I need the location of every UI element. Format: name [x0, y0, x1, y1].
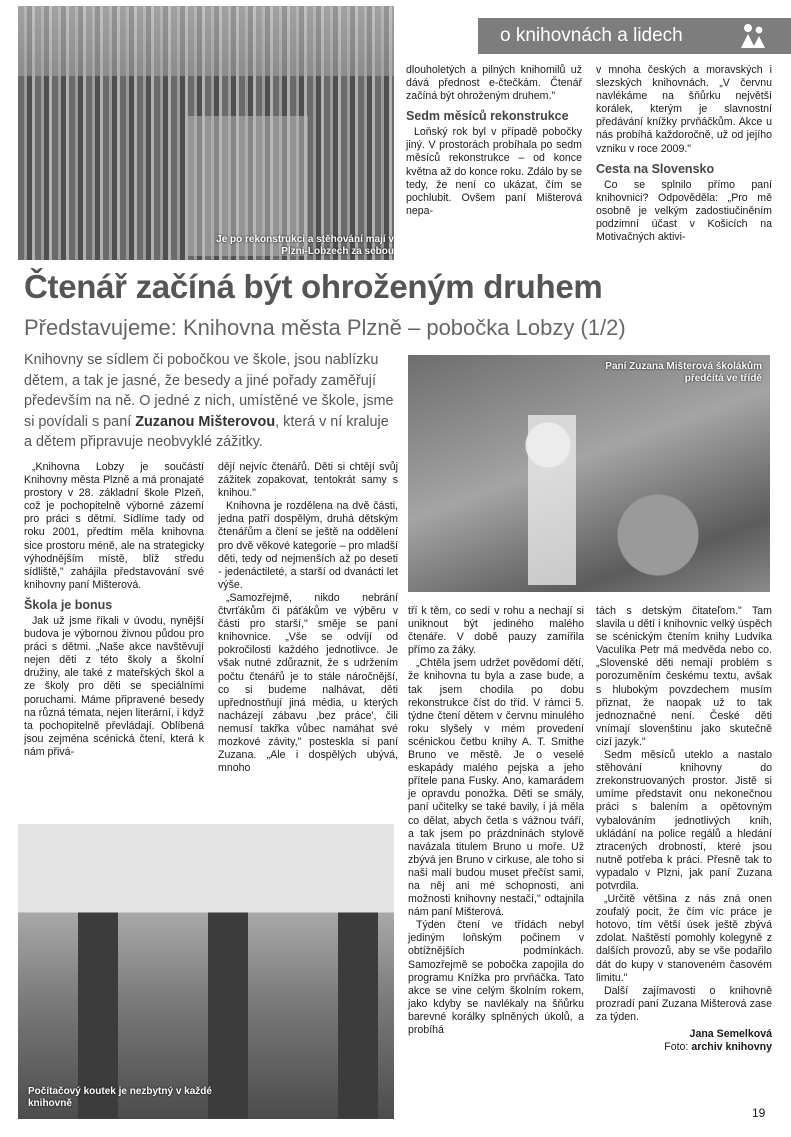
interviewee-name: Zuzanou Mišterovou — [135, 413, 276, 430]
column-4 — [596, 605, 772, 1054]
paragraph: Týden čtení ve třídách nebyl jediným loňským počinem v obtížnějších podmínkách. Samozřejmě se pobočka zapojila do programu Knížka pro prvňáčka. Tato akce se vine celým školním rokem, jako kdyby se navlékaly na šňůrku barevné korálky splněných úkolů, a probíhá — [408, 919, 584, 1036]
paragraph: „Samozřejmě, nikdo nebrání čtvrťákům či páťákům ve výběru v části pro starší," směje se paní knihovnice. „Vše se odvíjí od pokročilosti každého jednotlivce. Je však nutné zdůraznit, že s udržením počtu čtenářů je to stále náročnější, co si budeme nalhávat, děti upřednostňují jiná média, u kterých nacházejí zábavu ,bez práce', čili nemusí takřka vůbec namáhat své mozkové závity," posteskla si paní Zuzana. „Ale i dospělých ubývá, mnoho — [218, 591, 398, 775]
paragraph: dlouholetých a pilných knihomilů už dává přednost e-čtečkám. Čtenář začíná být ohroženým druhem." — [406, 64, 582, 103]
paragraph: Další zajímavosti o knihovně prozradí paní Zuzana Mišterová zase za týden. — [596, 984, 772, 1023]
paragraph: Loňský rok byl v případě pobočky jiný. V prostorách probíhala po sedm měsíců rekonstrukce – od konce května až do konce roku. Zdálo by se tedy, že není co ukázat, čím se pochlubit. Ovšem paní Mišterová nepa- — [406, 126, 582, 217]
paragraph: Jak už jsme říkali v úvodu, nynější budova je výbornou živnou půdou pro práci s dětmi. „Naše akce navštěvují nejen děti z této školy a školní družiny, ale také z mateřských škol a ze školy pro děti se speciálními poruchami. Máme připravené besedy na různá témata, nejen literární, i když ta pochopitelně převládají. Oblíbená jsou zejména scénická čtení, která k nám přivá- — [24, 614, 204, 758]
column-3 — [408, 605, 584, 1037]
article-lead — [24, 350, 398, 453]
paragraph: Knihovna je rozdělena na dvě části, jedna patří dospělým, druhá dětským čtenářům a člení se ještě na oddělení pro dvě věkové kategorie – pro mladší děti, tedy od nejmenších až po deseti - jedenáctileté, a starší od dvanácti let výše. — [218, 500, 398, 591]
page-number: 19 — [752, 1106, 766, 1120]
photo-credit — [596, 1041, 772, 1054]
subheading-reconstruction: Sedm měsíců rekonstrukce — [406, 109, 569, 124]
subheading-slovakia: Cesta na Slovensko — [596, 161, 715, 176]
computers-photo-caption: Počítačový koutek je nezbytný v každé knihovně — [28, 1086, 212, 1109]
article-title: Čtenář začíná být ohroženým druhem — [24, 268, 603, 305]
section-header — [478, 18, 791, 54]
column-1 — [24, 461, 204, 759]
paragraph: „Knihovna Lobzy je součástí Knihovny města Plzně a má pronajaté prostory v 28. základní škole Plzeň, což je pochopitelně výborné zázemí pro práci s dětmi. Sídlíme tady od roku 2001, předtím měla knihovna sice prostoru méně, ale na strategicky výhodnějším místě, blíž středu sídliště," zahájila představování své knihovny paní Mišterová. — [24, 461, 204, 591]
top-column-2 — [406, 64, 582, 218]
reading-photo-caption: Paní Zuzana Mišterová školákům předčítá ve třídě — [605, 361, 762, 384]
subheading-school-bonus: Škola je bonus — [24, 597, 113, 612]
paragraph: Co se splnilo přímo paní knihovnici? Odpověděla: „Pro mě osobně je velkým zadostiučiněním podzimní účast v Košicích na Motivačných aktivi- — [596, 178, 772, 244]
top-column-3 — [596, 64, 772, 244]
paragraph: dějí nejvíc čtenářů. Děti si chtějí svůj zážitek zopakovat, tentokrát samy s knihou." — [218, 461, 398, 500]
section-label: o knihovnách a lidech — [500, 25, 683, 46]
photo-credit-source: archiv knihovny — [691, 1041, 772, 1054]
column-2 — [218, 461, 398, 775]
paragraph: tří k těm, co sedí v rohu a nechají si uniknout být jediného malého čtenáře. V době pauzy zamířila přímo za žáky. — [408, 605, 584, 657]
paragraph: tách s detským čitateľom." Tam slavila u dětí i knihovnic velký úspěch se scénickým čtením knihy Ludvíka Vaculíka Petr má medvěda nebo co. „Slovenské děti nemají problém s porozuměním českému textu, avšak s hlubokým povzdechem musím přiznat, že naopak už to tak jednoznačné není. České děti vnímají slovenštinu jako skutečně cizí jazyk." — [596, 605, 772, 748]
paragraph: „Chtěla jsem udržet povědomí dětí, že knihovna tu byla a zase bude, a tak jsem chodila po dobu rekonstrukce číst do tříd. V rámci 5. týdne čtení dětem v červnu minulého roku slyšely v mém provedení scénickou četbu knihy A. T. Smithe Bruno ve městě. Je o veselé eskapády malého pejska a jeho přítele pana Fusky. Ano, kamarádem je opravdu ponožka. Děti se smály, paní učitelky se také bavily, i já měla co dělat, abych četla s vážnou tváří, a tak jsem po prázdninách stylově navázala titulem Bruno u moře. Už zbývá jen Bruno v cirkuse, ale toho si naši malí budou muset přečíst sami, na něj ani mé schopnosti, ani možnosti knihovny nestačí," odtajnila nám paní Mišterová. — [408, 657, 584, 919]
photo-credit-prefix: Foto: — [664, 1041, 692, 1054]
paragraph: „Určitě většina z nás zná onen zoufalý pocit, že čím víc práce je hotovo, tím větší úsek ještě zbývá zdolat. Naštěstí pomohly kolegyně z dalších provozů, aby se vše podařilo dát do kupy v stanoveném časovém limitu." — [596, 893, 772, 984]
paragraph: v mnoha českých a moravských i slezských knihovnách. „V červnu navlékáme na šňůrku největší korálek, kterým je slavnostní předávání knížky prvňáčkům. Akce u nás probíhá každoročně, už od jejího vzniku v roce 2009." — [596, 64, 772, 155]
lead-text: Knihovny se sídlem či pobočkou ve škole, jsou nablízku dětem, a tak je jasné, že besedy a jiné pořady zaměřují především na ně. O jedné z nich, umístěné ve škole, jsme si povídali s paní — [24, 352, 394, 430]
library-shelves-photo — [18, 6, 394, 260]
top-photo-caption: Je po rekonstrukci a stěhování mají v Plzni-Lobzech za sebou — [216, 234, 394, 257]
classroom-reading-photo — [408, 355, 770, 592]
people-icon — [740, 22, 766, 50]
computer-corner-photo — [18, 824, 394, 1119]
article-subtitle: Představujeme: Knihovna města Plzně – pobočka Lobzy (1/2) — [24, 315, 626, 340]
author: Jana Semelková — [689, 1028, 772, 1040]
lead-text-end: , která v ní kraluje a dětem připravuje neobvyklé zážitky. — [24, 413, 389, 450]
paragraph: Sedm měsíců uteklo a nastalo stěhování knihovny do zrekonstruovaných prostor. Jistě si umíme představit onu nekonečnou práci s balením a opětovným vybalováním jednotlivých knih, ukládání na police regálů a hledání ztracených drobností, které jsou nutně potřeba k práci. Přesně tak to vypadalo v Plzni, jak paní Zuzana potvrdila. — [596, 749, 772, 892]
